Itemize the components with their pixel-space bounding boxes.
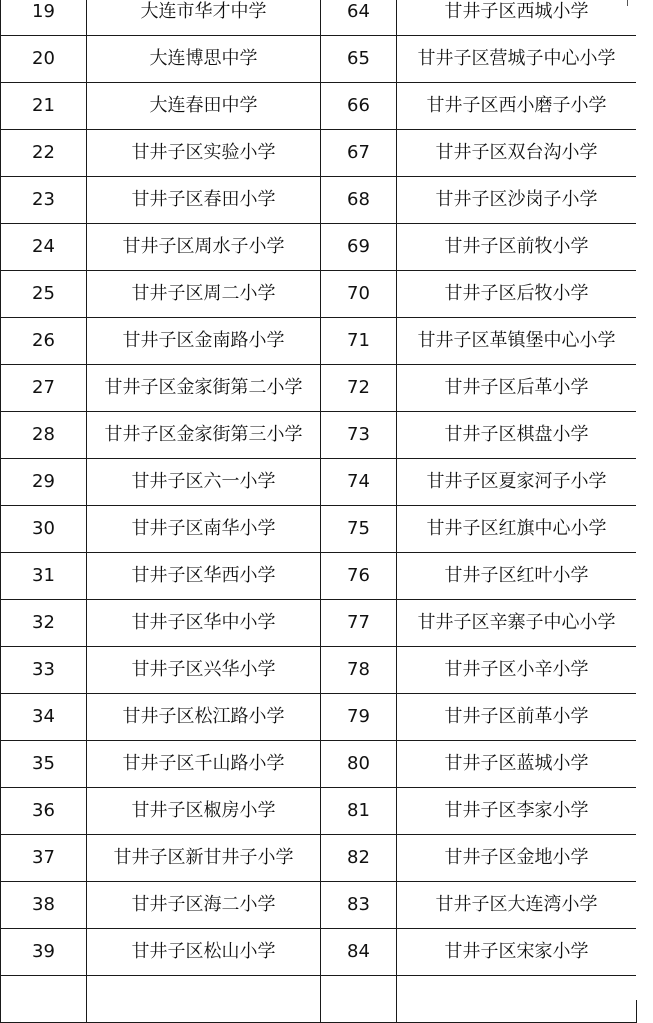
number-cell-right: 77 [321,600,397,647]
cell-empty [321,976,397,1023]
school-name-cell-right: 甘井子区夏家河子小学 [397,459,637,506]
number-cell-right: 82 [321,835,397,882]
table-row [1,130,637,177]
school-name-cell-right: 甘井子区西小磨子小学 [397,83,637,130]
number-cell-left: 39 [1,929,87,976]
cell-empty [1,976,87,1023]
number-cell-right: 67 [321,130,397,177]
number-cell-right: 66 [321,83,397,130]
school-name-cell-left: 甘井子区实验小学 [87,130,321,177]
school-name-cell-right: 甘井子区辛寨子中心小学 [397,600,637,647]
school-name-cell-right: 甘井子区双台沟小学 [397,130,637,177]
number-cell-right: 65 [321,36,397,83]
number-cell-right: 71 [321,318,397,365]
number-cell-left: 29 [1,459,87,506]
table-row [1,929,637,976]
school-name-cell-right: 甘井子区李家小学 [397,788,637,835]
partial-row-group [1,976,637,1023]
school-name-cell-left: 甘井子区六一小学 [87,459,321,506]
table-row-partial [1,976,637,1023]
page-corner-mark [627,0,628,6]
number-cell-left: 36 [1,788,87,835]
number-cell-right: 73 [321,412,397,459]
number-cell-right: 80 [321,741,397,788]
number-cell-right: 78 [321,647,397,694]
school-name-cell-left: 大连春田中学 [87,83,321,130]
school-name-cell-right: 甘井子区前革小学 [397,694,637,741]
table-row [1,882,637,929]
table-row [1,365,637,412]
school-name-cell-left: 甘井子区千山路小学 [87,741,321,788]
school-name-cell-right: 甘井子区营城子中心小学 [397,36,637,83]
school-name-cell-right: 甘井子区后革小学 [397,365,637,412]
table-row [1,83,637,130]
number-cell-left: 20 [1,36,87,83]
number-cell-left: 22 [1,130,87,177]
table-row [1,835,637,882]
school-name-cell-left: 甘井子区华西小学 [87,553,321,600]
number-cell-right: 79 [321,694,397,741]
number-cell-left: 33 [1,647,87,694]
number-cell-right: 69 [321,224,397,271]
school-name-cell-right: 甘井子区前牧小学 [397,224,637,271]
number-cell-right: 64 [321,0,397,36]
school-name-cell-left: 甘井子区松江路小学 [87,694,321,741]
school-name-cell-left: 甘井子区南华小学 [87,506,321,553]
number-cell-left: 32 [1,600,87,647]
table-row [1,788,637,835]
school-name-cell-right: 甘井子区宋家小学 [397,929,637,976]
table-row [1,318,637,365]
school-name-cell-left: 甘井子区金家街第三小学 [87,412,321,459]
number-cell-left: 37 [1,835,87,882]
table-row [1,412,637,459]
number-cell-left: 19 [1,0,87,36]
number-cell-left: 38 [1,882,87,929]
school-name-cell-left: 甘井子区周水子小学 [87,224,321,271]
table-row [1,694,637,741]
number-cell-right: 68 [321,177,397,224]
number-cell-right: 72 [321,365,397,412]
table-row [1,224,637,271]
number-cell-right: 70 [321,271,397,318]
school-name-cell-left: 甘井子区周二小学 [87,271,321,318]
school-name-cell-right: 甘井子区金地小学 [397,835,637,882]
table-row [1,459,637,506]
table-row [1,647,637,694]
school-name-cell-right: 甘井子区沙岗子小学 [397,177,637,224]
school-name-cell-right: 甘井子区西城小学 [397,0,637,36]
table-row [1,0,637,36]
number-cell-left: 35 [1,741,87,788]
school-name-cell-left: 甘井子区华中小学 [87,600,321,647]
number-cell-left: 34 [1,694,87,741]
number-cell-left: 30 [1,506,87,553]
table-row [1,177,637,224]
number-cell-right: 75 [321,506,397,553]
number-cell-left: 24 [1,224,87,271]
school-name-cell-left: 甘井子区新甘井子小学 [87,835,321,882]
number-cell-left: 28 [1,412,87,459]
school-name-cell-left: 甘井子区金家街第二小学 [87,365,321,412]
school-name-cell-left: 甘井子区椒房小学 [87,788,321,835]
school-name-cell-right: 甘井子区棋盘小学 [397,412,637,459]
number-cell-right: 74 [321,459,397,506]
number-cell-left: 23 [1,177,87,224]
number-cell-left: 21 [1,83,87,130]
page-right-margin [636,0,653,1000]
table-row [1,36,637,83]
number-cell-right: 81 [321,788,397,835]
school-name-cell-right: 甘井子区小辛小学 [397,647,637,694]
school-name-cell-right: 甘井子区红旗中心小学 [397,506,637,553]
number-cell-right: 84 [321,929,397,976]
table-row [1,600,637,647]
number-cell-left: 27 [1,365,87,412]
number-cell-left: 31 [1,553,87,600]
school-name-cell-right: 甘井子区大连湾小学 [397,882,637,929]
number-cell-left: 25 [1,271,87,318]
number-cell-right: 76 [321,553,397,600]
school-name-cell-left: 甘井子区兴华小学 [87,647,321,694]
number-cell-left: 26 [1,318,87,365]
cell-empty [397,976,637,1023]
school-name-cell-right: 甘井子区革镇堡中心小学 [397,318,637,365]
table-row [1,553,637,600]
table-row [1,741,637,788]
school-name-cell-left: 大连博思中学 [87,36,321,83]
number-cell-right: 83 [321,882,397,929]
school-name-cell-left: 大连市华才中学 [87,0,321,36]
school-name-cell-right: 甘井子区红叶小学 [397,553,637,600]
school-name-cell-left: 甘井子区春田小学 [87,177,321,224]
school-name-cell-left: 甘井子区松山小学 [87,929,321,976]
school-name-cell-right: 甘井子区后牧小学 [397,271,637,318]
school-list-body [1,0,637,976]
school-name-cell-left: 甘井子区金南路小学 [87,318,321,365]
school-name-cell-left: 甘井子区海二小学 [87,882,321,929]
table-row [1,271,637,318]
cell-empty [87,976,321,1023]
table-row [1,506,637,553]
school-name-cell-right: 甘井子区蓝城小学 [397,741,637,788]
